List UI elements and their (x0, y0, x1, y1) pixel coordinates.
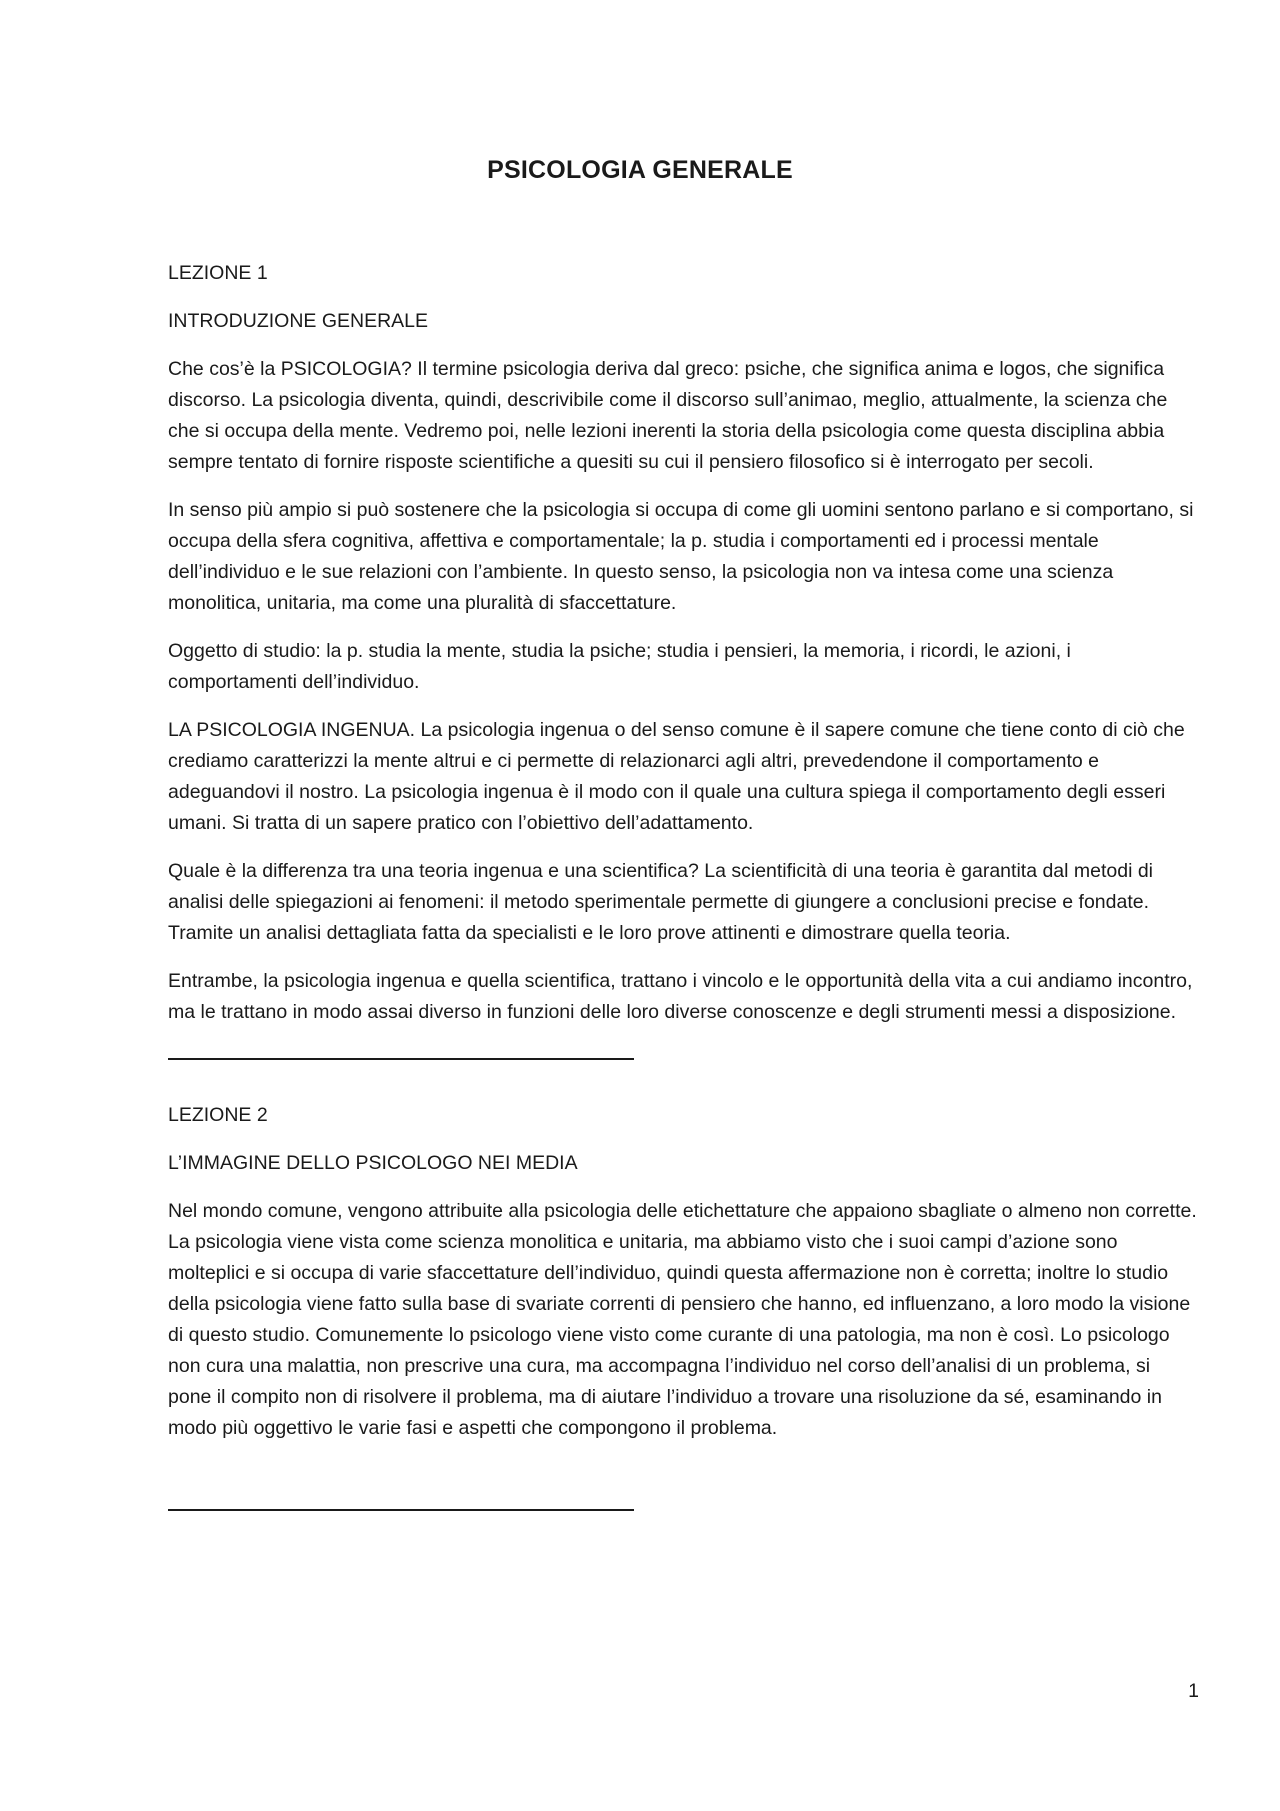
page-number: 1 (1188, 1680, 1199, 1702)
lesson-1-paragraph: In senso più ampio si può sostenere che la psicologia si occupa di come gli uomini sentono parlano e si comportano, si occupa della sfera cognitiva, affettiva e comportamentale; la p. studia i comportamenti ed i processi mentale dell’individuo e le sue relazioni con l’ambiente. In questo senso, la psicologia non va intesa come una scienza monolitica, unitaria, ma come una pluralità di sfaccettature. (168, 499, 1194, 614)
lesson-1-paragraph: LA PSICOLOGIA INGENUA. La psicologia ingenua o del senso comune è il sapere comune che tiene conto di ciò che crediamo caratterizzi la mente altrui e ci permette di relazionarci agli altri, prevedendone il comportamento e adeguandovi il nostro. La psicologia ingenua è il modo con il quale una cultura spiega il comportamento degli esseri umani. Si tratta di un sapere pratico con l’obiettivo dell’adattamento. (168, 719, 1185, 834)
section-divider (168, 1509, 634, 1511)
lesson-2-paragraph: Nel mondo comune, vengono attribuite alla psicologia delle etichettature che appaiono sbagliate o almeno non corrette. La psicologia viene vista come scienza monolitica e unitaria, ma abbiamo visto che i suoi campi d’azione sono molteplici e si occupa di varie sfaccettature dell’individuo, quindi questa affermazione non è corretta; inoltre lo studio della psicologia viene fatto sulla base di svariate correnti di pensiero che hanno, ed influenzano, a loro modo la visione di questo studio. Comunemente lo psicologo viene visto come curante di una patologia, ma non è così. Lo psicologo non cura una malattia, non prescrive una cura, ma accompagna l’individuo nel corso dell’analisi di un problema, si pone il compito non di risolvere il problema, ma di aiutare l’individuo a trovare una risoluzione da sé, esaminando in modo più oggettivo le varie fasi e aspetti che compongono il problema. (168, 1200, 1197, 1439)
lesson-2-section (168, 1100, 1198, 1444)
lesson-1-subtitle: INTRODUZIONE GENERALE (168, 310, 429, 332)
section-divider (168, 1058, 634, 1060)
document-title: PSICOLOGIA GENERALE (487, 156, 793, 184)
lesson-2-subtitle: L’IMMAGINE DELLO PSICOLOGO NEI MEDIA (168, 1152, 578, 1174)
lesson-1-paragraph: Oggetto di studio: la p. studia la mente, studia la psiche; studia i pensieri, la memoria, i ricordi, le azioni, i comportamenti dell’individuo. (168, 640, 1071, 693)
lesson-1-number: LEZIONE 1 (168, 262, 268, 284)
lesson-1-section (168, 258, 1198, 1028)
lesson-1-paragraph: Entrambe, la psicologia ingenua e quella scientifica, trattano i vincolo e le opportunità della vita a cui andiamo incontro, ma le trattano in modo assai diverso in funzioni delle loro diverse conoscenze e degli strumenti messi a disposizione. (168, 970, 1193, 1023)
lesson-1-paragraph: Quale è la differenza tra una teoria ingenua e una scientifica? La scientificità di una teoria è garantita dal metodi di analisi delle spiegazioni ai fenomeni: il metodo sperimentale permette di giungere a conclusioni precise e fondate. Tramite un analisi dettagliata fatta da specialisti e le loro prove attinenti e dimostrare quella teoria. (168, 860, 1154, 944)
document-body (168, 258, 1198, 1511)
lesson-1-paragraph: Che cos’è la PSICOLOGIA? Il termine psicologia deriva dal greco: psiche, che significa anima e logos, che significa discorso. La psicologia diventa, quindi, descrivibile come il discorso sull’animao, meglio, attualmente, la scienza che che si occupa della mente. Vedremo poi, nelle lezioni inerenti la storia della psicologia come questa disciplina abbia sempre tentato di fornire risposte scientifiche a quesiti su cui il pensiero filosofico si è interrogato per secoli. (168, 358, 1168, 473)
lesson-2-number: LEZIONE 2 (168, 1104, 268, 1126)
